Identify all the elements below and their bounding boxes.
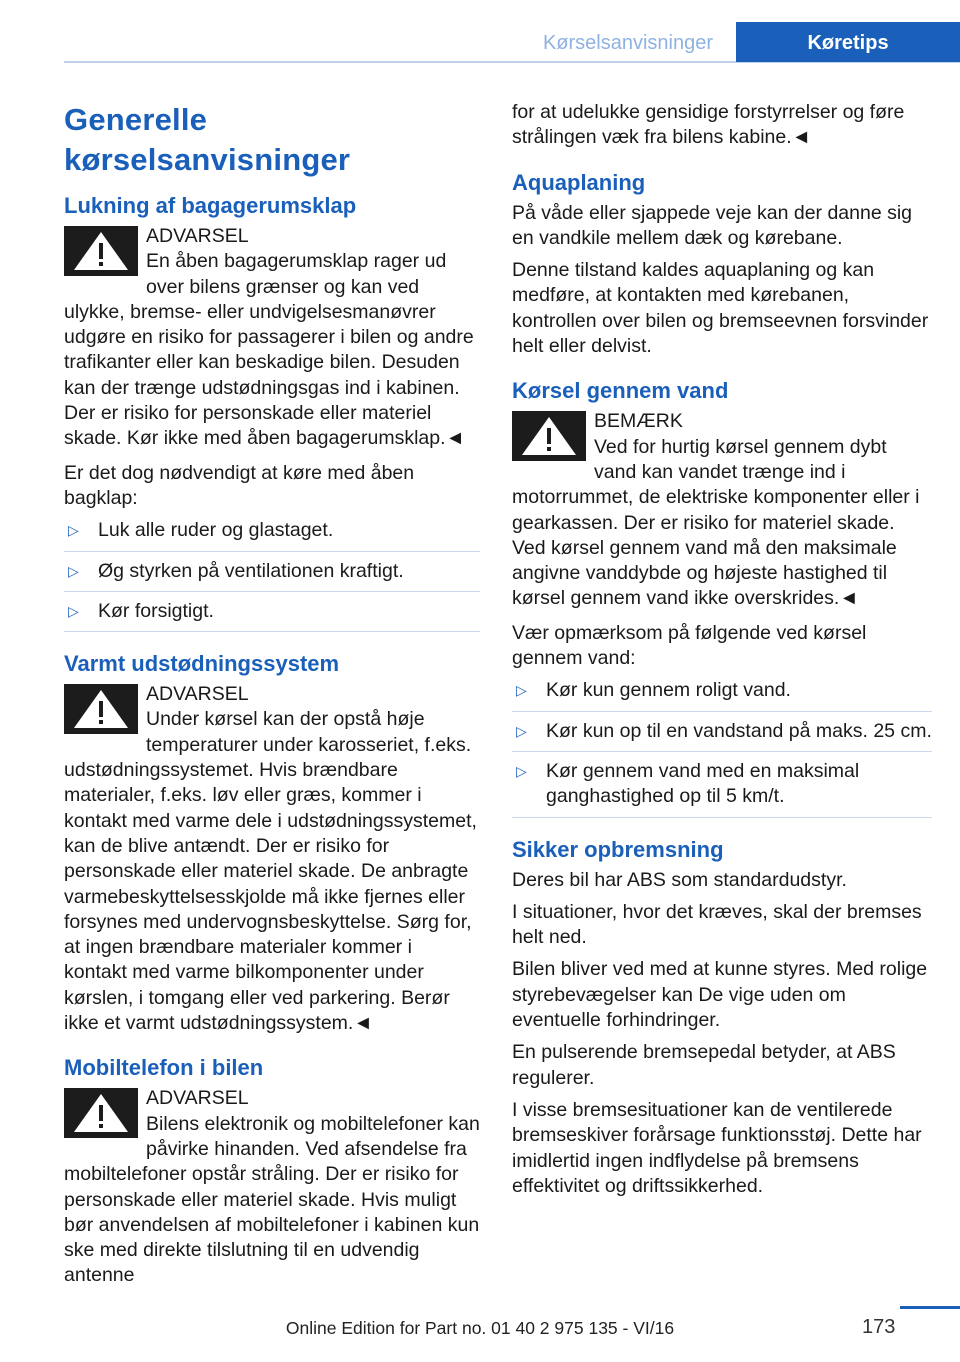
notice-label: BEMÆRK — [594, 410, 683, 433]
triangle-right-icon: ▷ — [516, 722, 527, 739]
notice-box — [512, 409, 932, 611]
section-braking — [512, 836, 932, 1200]
warning-triangle-icon — [512, 411, 586, 461]
list-item — [512, 759, 932, 818]
list-item-text: Øg styrken på ventilationen kraftigt. — [98, 559, 404, 582]
warning-text: En åben bagagerumsklap rager ud over bilens grænser og kan ved ulykke, bremse- eller undvigelsesmanøvrer udgøre en risiko for passagerer i bilen og andre trafikanter eller kan beskadige bilen. Desuden kan der trænge udstødningsgas ind i kabinen. Der er risiko for personskade eller materiel skade. Kør ikke med åben bagagerumsklap.◄ — [64, 250, 474, 450]
list-item-text: Luk alle ruder og glastaget. — [98, 519, 334, 542]
list-item-text: Kør forsigtigt. — [98, 599, 214, 622]
triangle-right-icon: ▷ — [68, 562, 79, 579]
paragraph: Er det dog nødvendigt at køre med åben bagklap: — [64, 461, 415, 509]
warning-box — [64, 224, 480, 452]
list-item-text: Kør kun op til en vandstand på maks. 25 cm. — [546, 719, 932, 742]
continued-text: for at udelukke gensidige forstyrrelser og føre strålingen væk fra bilens kabine.◄ — [512, 101, 905, 149]
section-heading: Sikker opbremsning — [512, 836, 724, 862]
paragraph: På våde eller sjappede veje kan der danne sig en vandkile mellem dæk og kørebane. — [512, 201, 913, 249]
warning-triangle-icon — [64, 1088, 138, 1138]
edition-footer: Online Edition for Part no. 01 40 2 975 135 - VI/16 — [285, 1318, 675, 1338]
warning-text: Under kørsel kan der opstå høje temperaturer under karosseriet, f.eks. udstødningssystemet. Hvis brændbare materialer, f.eks. løv eller græs, kommer i kontakt med varme dele i udstødningssystemet, kan de blive antændt. Der er risiko for personskade eller materiel skade. De anbragte varmebeskyttelsesskjolde må ikke fjernes eller forsynes med undervognsbeskyttelse. Sørg for, at ingen brændbare materialer kommer i kontakt med varme bilkomponenter under kørslen, i tomgang eller ved parkering. Berør ikke et varmt udstødningssystem.◄ — [64, 708, 477, 1035]
section-tab[interactable]: Kørselsanvisninger — [542, 32, 714, 54]
warning-triangle-icon — [64, 226, 138, 276]
triangle-right-icon: ▷ — [516, 682, 527, 699]
warning-label: ADVARSEL — [146, 1087, 249, 1110]
list-item — [64, 599, 480, 632]
warning-text: Bilens elektronik og mobiltelefoner kan påvirke hinanden. Ved afsendelse fra mobiltelefoner opstår stråling. Der er risiko for personskade eller materiel skade. Hvis muligt bør anvendelsen af mobiltelefoner i kabinen kun ske med direkte tilslutning til en udvendig antenne — [64, 1112, 480, 1287]
left-column — [64, 100, 480, 1298]
warning-box — [64, 1086, 480, 1288]
warning-label: ADVARSEL — [146, 683, 249, 706]
notice-text: Ved for hurtig kørsel gennem dybt vand kan vandet trænge ind i motorrummet, de elektriske komponenter eller i gearkassen. Der er risiko for materiel skade. Ved kørsel gennem vand må den maksimale angivne vanddybde og højeste hastighed til kørsel gennem vand ikke overskrides.◄ — [512, 435, 920, 610]
section-heading: Kørsel gennem vand — [512, 378, 729, 404]
section-heading: Aquaplaning — [512, 169, 646, 195]
paragraph: I situationer, hvor det kræves, skal der bremses helt ned. — [512, 900, 922, 949]
section-heading: Varmt udstødningssystem — [64, 651, 340, 677]
footer-rule — [900, 1306, 960, 1309]
triangle-right-icon: ▷ — [516, 762, 527, 779]
section-heading: Lukning af bagagerumsklap — [64, 193, 357, 218]
list-item — [512, 678, 932, 711]
section-water — [512, 377, 932, 817]
right-column — [512, 100, 932, 1206]
warning-triangle-icon — [64, 684, 138, 734]
warning-box — [64, 682, 480, 1036]
paragraph: Deres bil har ABS som standardudstyr. — [512, 868, 847, 891]
page-title: Generelle kørselsanvisninger — [64, 102, 351, 177]
section-tailgate — [64, 192, 480, 632]
bullet-list — [64, 518, 480, 632]
paragraph: I visse bremsesituationer kan de ventilerede bremseskiver forårsage funktionsstøj. Dette har imidlertid ingen indflydelse på bremsens effektivitet og driftssikkerhed. — [512, 1098, 922, 1197]
list-item-text: Kør gennem vand med en maksimal ganghastighed op til 5 km/t. — [546, 759, 860, 808]
paragraph: Bilen bliver ved med at kunne styres. Med rolige styrebevægelser kan De vige uden om eventuelle forhindringer. — [512, 958, 928, 1032]
paragraph: Denne tilstand kaldes aquaplaning og kan medføre, at kontakten med kørebanen, kontrollen over bilen og bremseevnen forsvinder helt eller delvist. — [512, 259, 929, 358]
warning-label: ADVARSEL — [146, 225, 249, 247]
bullet-list — [512, 678, 932, 817]
section-mobile-phone — [64, 1054, 480, 1288]
list-item — [64, 559, 480, 592]
list-item — [512, 719, 932, 752]
paragraph: En pulserende bremsepedal betyder, at ABS regulerer. — [512, 1041, 896, 1089]
list-item — [64, 518, 480, 551]
chapter-tab[interactable]: Køretips — [736, 22, 960, 62]
section-aquaplaning — [512, 169, 932, 360]
triangle-right-icon: ▷ — [68, 602, 79, 619]
list-item-text: Kør kun gennem roligt vand. — [546, 679, 791, 702]
triangle-right-icon: ▷ — [68, 522, 79, 539]
section-heading: Mobiltelefon i bilen — [64, 1055, 264, 1081]
page-number: 173 — [862, 1316, 896, 1338]
section-exhaust — [64, 650, 480, 1036]
paragraph: Vær opmærksom på følgende ved kørsel gennem vand: — [512, 621, 867, 670]
